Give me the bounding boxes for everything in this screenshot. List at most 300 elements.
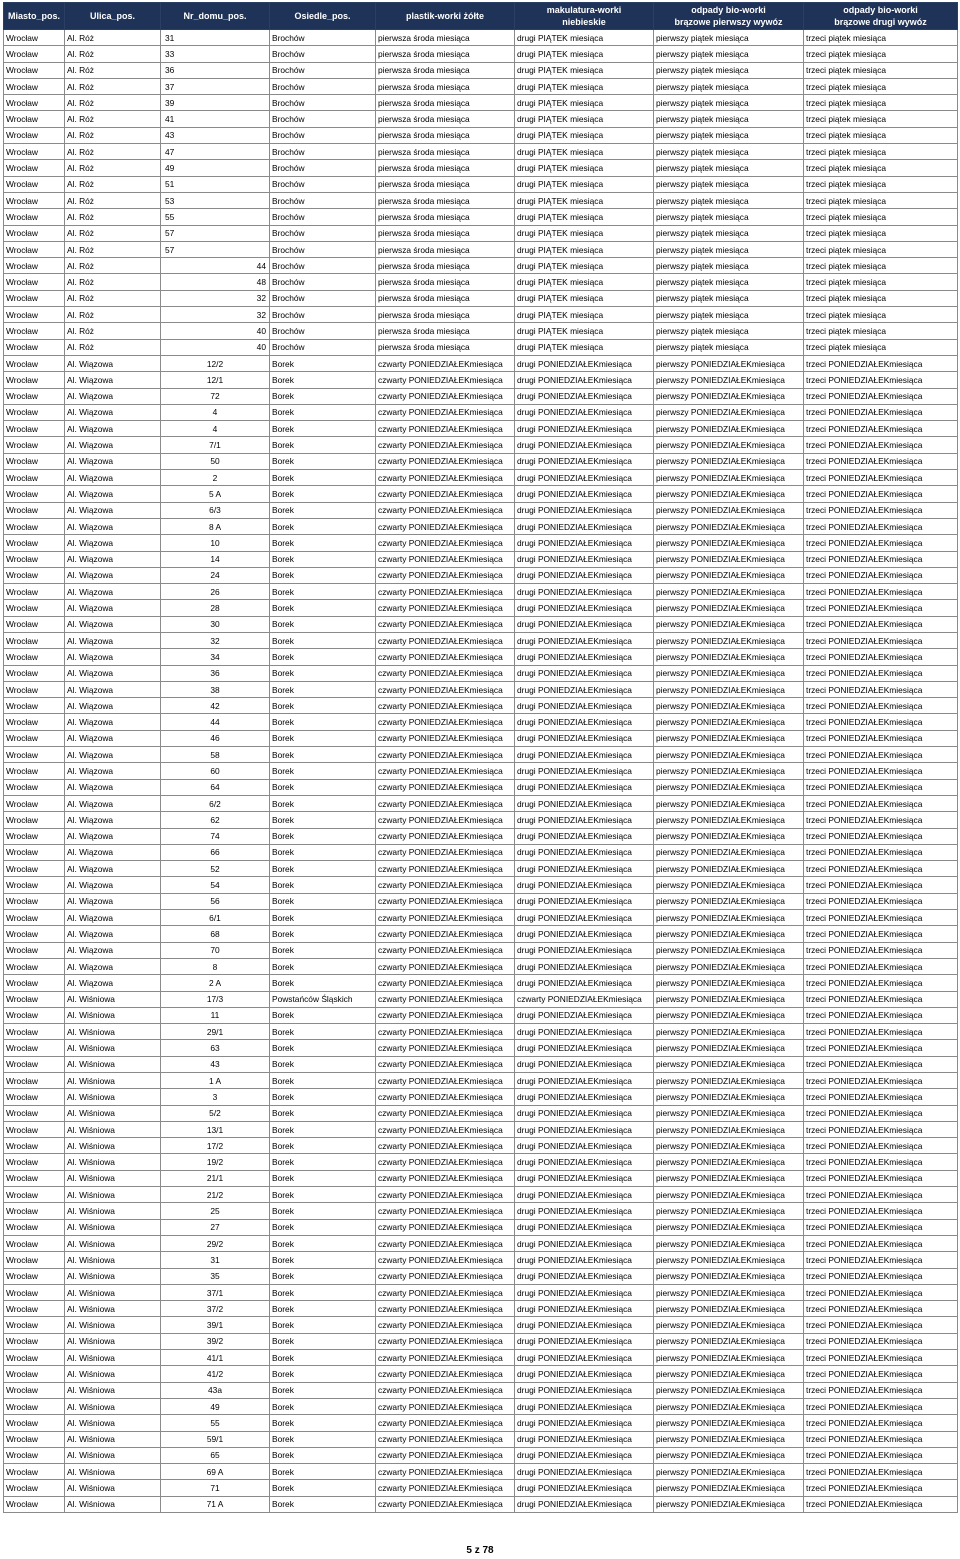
cell-nr-domu: 72	[161, 388, 270, 404]
cell-bio-second: trzeci PONIEDZIAŁEKmiesiąca	[804, 1007, 958, 1023]
table-row[interactable]	[4, 1333, 958, 1349]
cell-bio-first: pierwszy piątek miesiąca	[654, 176, 804, 192]
cell-ulica: Al. Wiązowa	[65, 795, 161, 811]
cell-bio-first: pierwszy PONIEDZIAŁEKmiesiąca	[654, 567, 804, 583]
cell-miasto: Wrocław	[4, 160, 65, 176]
cell-osiedle: Borek	[270, 730, 376, 746]
cell-miasto: Wrocław	[4, 1284, 65, 1300]
cell-nr-domu: 41	[161, 111, 270, 127]
cell-bio-first: pierwszy PONIEDZIAŁEKmiesiąca	[654, 730, 804, 746]
cell-nr-domu: 71	[161, 1480, 270, 1496]
cell-bio-second: trzeci piątek miesiąca	[804, 160, 958, 176]
cell-ulica: Al. Wiśniowa	[65, 1235, 161, 1251]
table-row[interactable]	[4, 62, 958, 78]
cell-bio-second: trzeci PONIEDZIAŁEKmiesiąca	[804, 1203, 958, 1219]
cell-nr-domu: 24	[161, 567, 270, 583]
cell-nr-domu: 58	[161, 747, 270, 763]
header-makulatura[interactable]: makulatura-worki niebieskie	[515, 3, 654, 30]
cell-nr-domu: 41/1	[161, 1350, 270, 1366]
cell-osiedle: Borek	[270, 877, 376, 893]
header-bio-second[interactable]: odpady bio-worki brązowe drugi wywóz	[804, 3, 958, 30]
cell-bio-second: trzeci piątek miesiąca	[804, 225, 958, 241]
cell-plastik: czwarty PONIEDZIAŁEKmiesiąca	[376, 1398, 515, 1414]
cell-makulatura: drugi PONIEDZIAŁEKmiesiąca	[515, 567, 654, 583]
cell-ulica: Al. Wiązowa	[65, 421, 161, 437]
cell-nr-domu: 17/3	[161, 991, 270, 1007]
table-row[interactable]	[4, 910, 958, 926]
cell-miasto: Wrocław	[4, 584, 65, 600]
cell-makulatura: drugi PONIEDZIAŁEKmiesiąca	[515, 404, 654, 420]
table-row[interactable]	[4, 421, 958, 437]
cell-nr-domu: 26	[161, 584, 270, 600]
table-row[interactable]	[4, 616, 958, 632]
table-row[interactable]	[4, 46, 958, 62]
cell-osiedle: Borek	[270, 1464, 376, 1480]
cell-plastik: pierwsza środa miesiąca	[376, 95, 515, 111]
cell-bio-first: pierwszy piątek miesiąca	[654, 192, 804, 208]
table-row[interactable]	[4, 1252, 958, 1268]
table-row[interactable]	[4, 893, 958, 909]
cell-makulatura: drugi PONIEDZIAŁEKmiesiąca	[515, 616, 654, 632]
table-row[interactable]	[4, 1154, 958, 1170]
table-row[interactable]	[4, 1350, 958, 1366]
table-row[interactable]	[4, 1268, 958, 1284]
header-nr-domu[interactable]: Nr_domu_pos.	[161, 3, 270, 30]
cell-makulatura: drugi PONIEDZIAŁEKmiesiąca	[515, 1431, 654, 1447]
cell-makulatura: drugi PONIEDZIAŁEKmiesiąca	[515, 665, 654, 681]
table-row[interactable]	[4, 1366, 958, 1382]
cell-bio-first: pierwszy PONIEDZIAŁEKmiesiąca	[654, 861, 804, 877]
cell-miasto: Wrocław	[4, 1187, 65, 1203]
table-row[interactable]	[4, 78, 958, 94]
cell-makulatura: drugi PIĄTEK miesiąca	[515, 62, 654, 78]
cell-miasto: Wrocław	[4, 632, 65, 648]
cell-bio-second: trzeci PONIEDZIAŁEKmiesiąca	[804, 779, 958, 795]
cell-ulica: Al. Róż	[65, 290, 161, 306]
table-row[interactable]	[4, 323, 958, 339]
cell-bio-second: trzeci PONIEDZIAŁEKmiesiąca	[804, 584, 958, 600]
cell-bio-first: pierwszy PONIEDZIAŁEKmiesiąca	[654, 926, 804, 942]
table-row[interactable]	[4, 551, 958, 567]
header-miasto[interactable]: Miasto_pos.	[4, 3, 65, 30]
cell-ulica: Al. Wiśniowa	[65, 1203, 161, 1219]
table-row[interactable]	[4, 1170, 958, 1186]
cell-ulica: Al. Wiązowa	[65, 844, 161, 860]
table-body	[4, 30, 958, 1513]
cell-nr-domu: 10	[161, 535, 270, 551]
table-row[interactable]	[4, 1382, 958, 1398]
table-row[interactable]	[4, 649, 958, 665]
table-row[interactable]	[4, 926, 958, 942]
cell-osiedle: Borek	[270, 844, 376, 860]
cell-ulica: Al. Wiązowa	[65, 861, 161, 877]
table-row[interactable]	[4, 241, 958, 257]
table-row[interactable]	[4, 975, 958, 991]
cell-bio-first: pierwszy PONIEDZIAŁEKmiesiąca	[654, 551, 804, 567]
cell-plastik: czwarty PONIEDZIAŁEKmiesiąca	[376, 1154, 515, 1170]
table-row[interactable]	[4, 730, 958, 746]
table-row[interactable]	[4, 30, 958, 46]
cell-miasto: Wrocław	[4, 665, 65, 681]
cell-bio-first: pierwszy PONIEDZIAŁEKmiesiąca	[654, 763, 804, 779]
cell-osiedle: Brochów	[270, 111, 376, 127]
table-row[interactable]	[4, 355, 958, 371]
cell-miasto: Wrocław	[4, 1073, 65, 1089]
cell-osiedle: Brochów	[270, 192, 376, 208]
cell-plastik: pierwsza środa miesiąca	[376, 209, 515, 225]
cell-nr-domu: 29/2	[161, 1235, 270, 1251]
cell-miasto: Wrocław	[4, 95, 65, 111]
table-row[interactable]	[4, 1284, 958, 1300]
table-row[interactable]	[4, 991, 958, 1007]
cell-makulatura: drugi PONIEDZIAŁEKmiesiąca	[515, 1317, 654, 1333]
cell-miasto: Wrocław	[4, 355, 65, 371]
cell-bio-first: pierwszy piątek miesiąca	[654, 144, 804, 160]
header-bio-first[interactable]: odpady bio-worki brązowe pierwszy wywóz	[654, 3, 804, 30]
cell-nr-domu: 57	[161, 225, 270, 241]
cell-miasto: Wrocław	[4, 1415, 65, 1431]
cell-miasto: Wrocław	[4, 111, 65, 127]
table-row[interactable]	[4, 1398, 958, 1414]
cell-miasto: Wrocław	[4, 372, 65, 388]
table-row[interactable]	[4, 290, 958, 306]
table-row[interactable]	[4, 1480, 958, 1496]
cell-bio-second: trzeci PONIEDZIAŁEKmiesiąca	[804, 388, 958, 404]
cell-bio-first: pierwszy PONIEDZIAŁEKmiesiąca	[654, 1073, 804, 1089]
cell-makulatura: drugi PIĄTEK miesiąca	[515, 339, 654, 355]
cell-ulica: Al. Wiązowa	[65, 518, 161, 534]
table-row[interactable]	[4, 714, 958, 730]
table-row[interactable]	[4, 1138, 958, 1154]
cell-ulica: Al. Wiązowa	[65, 404, 161, 420]
table-row[interactable]	[4, 1121, 958, 1137]
table-row[interactable]	[4, 1187, 958, 1203]
cell-miasto: Wrocław	[4, 1089, 65, 1105]
cell-miasto: Wrocław	[4, 975, 65, 991]
cell-ulica: Al. Wiśniowa	[65, 1268, 161, 1284]
table-row[interactable]	[4, 1447, 958, 1463]
table-row[interactable]	[4, 127, 958, 143]
table-row[interactable]	[4, 339, 958, 355]
cell-bio-first: pierwszy PONIEDZIAŁEKmiesiąca	[654, 975, 804, 991]
table-row[interactable]	[4, 665, 958, 681]
cell-bio-second: trzeci PONIEDZIAŁEKmiesiąca	[804, 518, 958, 534]
cell-osiedle: Borek	[270, 1333, 376, 1349]
cell-ulica: Al. Wiązowa	[65, 567, 161, 583]
cell-nr-domu: 54	[161, 877, 270, 893]
cell-ulica: Al. Róż	[65, 95, 161, 111]
cell-osiedle: Borek	[270, 649, 376, 665]
table-row[interactable]	[4, 1089, 958, 1105]
cell-osiedle: Borek	[270, 421, 376, 437]
table-row[interactable]	[4, 502, 958, 518]
table-row[interactable]	[4, 437, 958, 453]
cell-ulica: Al. Wiśniowa	[65, 1496, 161, 1512]
cell-plastik: pierwsza środa miesiąca	[376, 176, 515, 192]
header-ulica[interactable]: Ulica_pos.	[65, 3, 161, 30]
table-row[interactable]	[4, 1040, 958, 1056]
cell-nr-domu: 49	[161, 160, 270, 176]
cell-miasto: Wrocław	[4, 1056, 65, 1072]
table-row[interactable]	[4, 861, 958, 877]
cell-osiedle: Borek	[270, 453, 376, 469]
cell-bio-second: trzeci PONIEDZIAŁEKmiesiąca	[804, 877, 958, 893]
cell-makulatura: drugi PONIEDZIAŁEKmiesiąca	[515, 861, 654, 877]
cell-bio-first: pierwszy PONIEDZIAŁEKmiesiąca	[654, 698, 804, 714]
cell-bio-first: pierwszy PONIEDZIAŁEKmiesiąca	[654, 1105, 804, 1121]
table-row[interactable]	[4, 1317, 958, 1333]
cell-bio-first: pierwszy PONIEDZIAŁEKmiesiąca	[654, 812, 804, 828]
cell-ulica: Al. Wiązowa	[65, 584, 161, 600]
cell-plastik: czwarty PONIEDZIAŁEKmiesiąca	[376, 1170, 515, 1186]
cell-osiedle: Brochów	[270, 274, 376, 290]
cell-nr-domu: 66	[161, 844, 270, 860]
table-row[interactable]	[4, 958, 958, 974]
cell-bio-second: trzeci PONIEDZIAŁEKmiesiąca	[804, 1252, 958, 1268]
cell-plastik: czwarty PONIEDZIAŁEKmiesiąca	[376, 486, 515, 502]
table-row[interactable]	[4, 388, 958, 404]
table-row[interactable]	[4, 1105, 958, 1121]
table-row[interactable]	[4, 1301, 958, 1317]
table-row[interactable]	[4, 372, 958, 388]
cell-bio-second: trzeci PONIEDZIAŁEKmiesiąca	[804, 975, 958, 991]
cell-bio-second: trzeci PONIEDZIAŁEKmiesiąca	[804, 730, 958, 746]
cell-plastik: czwarty PONIEDZIAŁEKmiesiąca	[376, 1415, 515, 1431]
cell-plastik: pierwsza środa miesiąca	[376, 192, 515, 208]
cell-plastik: czwarty PONIEDZIAŁEKmiesiąca	[376, 910, 515, 926]
cell-miasto: Wrocław	[4, 1317, 65, 1333]
cell-miasto: Wrocław	[4, 991, 65, 1007]
table-row[interactable]	[4, 1024, 958, 1040]
cell-nr-domu: 41/2	[161, 1366, 270, 1382]
cell-miasto: Wrocław	[4, 1138, 65, 1154]
cell-miasto: Wrocław	[4, 877, 65, 893]
cell-plastik: czwarty PONIEDZIAŁEKmiesiąca	[376, 1252, 515, 1268]
table-row[interactable]	[4, 192, 958, 208]
table-row[interactable]	[4, 632, 958, 648]
table-row[interactable]	[4, 274, 958, 290]
cell-miasto: Wrocław	[4, 1382, 65, 1398]
cell-miasto: Wrocław	[4, 698, 65, 714]
table-row[interactable]	[4, 1415, 958, 1431]
cell-nr-domu: 55	[161, 1415, 270, 1431]
cell-plastik: czwarty PONIEDZIAŁEKmiesiąca	[376, 518, 515, 534]
cell-plastik: czwarty PONIEDZIAŁEKmiesiąca	[376, 355, 515, 371]
cell-bio-first: pierwszy PONIEDZIAŁEKmiesiąca	[654, 1187, 804, 1203]
table-row[interactable]	[4, 404, 958, 420]
cell-plastik: czwarty PONIEDZIAŁEKmiesiąca	[376, 1284, 515, 1300]
cell-ulica: Al. Róż	[65, 241, 161, 257]
cell-bio-second: trzeci piątek miesiąca	[804, 258, 958, 274]
cell-miasto: Wrocław	[4, 1040, 65, 1056]
table-row[interactable]	[4, 453, 958, 469]
cell-bio-second: trzeci PONIEDZIAŁEKmiesiąca	[804, 1366, 958, 1382]
table-row[interactable]	[4, 698, 958, 714]
cell-ulica: Al. Wiązowa	[65, 600, 161, 616]
cell-miasto: Wrocław	[4, 225, 65, 241]
cell-makulatura: drugi PIĄTEK miesiąca	[515, 258, 654, 274]
cell-nr-domu: 65	[161, 1447, 270, 1463]
cell-makulatura: drugi PONIEDZIAŁEKmiesiąca	[515, 1024, 654, 1040]
cell-plastik: czwarty PONIEDZIAŁEKmiesiąca	[376, 812, 515, 828]
cell-osiedle: Borek	[270, 535, 376, 551]
table-row[interactable]	[4, 681, 958, 697]
cell-osiedle: Borek	[270, 1105, 376, 1121]
cell-ulica: Al. Róż	[65, 225, 161, 241]
cell-bio-first: pierwszy PONIEDZIAŁEKmiesiąca	[654, 1350, 804, 1366]
cell-ulica: Al. Wiązowa	[65, 893, 161, 909]
cell-ulica: Al. Wiśniowa	[65, 1007, 161, 1023]
table-row[interactable]	[4, 111, 958, 127]
cell-nr-domu: 32	[161, 307, 270, 323]
table-row[interactable]	[4, 1219, 958, 1235]
cell-miasto: Wrocław	[4, 649, 65, 665]
table-row[interactable]	[4, 877, 958, 893]
cell-miasto: Wrocław	[4, 730, 65, 746]
table-row[interactable]	[4, 95, 958, 111]
cell-bio-first: pierwszy PONIEDZIAŁEKmiesiąca	[654, 1219, 804, 1235]
cell-miasto: Wrocław	[4, 551, 65, 567]
cell-miasto: Wrocław	[4, 1447, 65, 1463]
cell-makulatura: drugi PONIEDZIAŁEKmiesiąca	[515, 1284, 654, 1300]
table-row[interactable]	[4, 795, 958, 811]
table-row[interactable]	[4, 307, 958, 323]
table-row[interactable]	[4, 1073, 958, 1089]
cell-bio-second: trzeci piątek miesiąca	[804, 30, 958, 46]
cell-makulatura: drugi PONIEDZIAŁEKmiesiąca	[515, 1496, 654, 1512]
cell-ulica: Al. Wiązowa	[65, 502, 161, 518]
cell-makulatura: drugi PIĄTEK miesiąca	[515, 274, 654, 290]
table-row[interactable]	[4, 470, 958, 486]
cell-makulatura: drugi PONIEDZIAŁEKmiesiąca	[515, 1464, 654, 1480]
cell-bio-first: pierwszy PONIEDZIAŁEKmiesiąca	[654, 877, 804, 893]
cell-osiedle: Brochów	[270, 323, 376, 339]
cell-osiedle: Brochów	[270, 290, 376, 306]
cell-plastik: czwarty PONIEDZIAŁEKmiesiąca	[376, 1333, 515, 1349]
table-row[interactable]	[4, 209, 958, 225]
cell-makulatura: drugi PONIEDZIAŁEKmiesiąca	[515, 975, 654, 991]
cell-plastik: czwarty PONIEDZIAŁEKmiesiąca	[376, 453, 515, 469]
cell-nr-domu: 36	[161, 62, 270, 78]
cell-bio-first: pierwszy PONIEDZIAŁEKmiesiąca	[654, 910, 804, 926]
cell-nr-domu: 5/2	[161, 1105, 270, 1121]
cell-bio-first: pierwszy piątek miesiąca	[654, 307, 804, 323]
cell-nr-domu: 37	[161, 78, 270, 94]
table-row[interactable]	[4, 258, 958, 274]
cell-makulatura: drugi PONIEDZIAŁEKmiesiąca	[515, 1219, 654, 1235]
cell-miasto: Wrocław	[4, 1333, 65, 1349]
cell-ulica: Al. Wiśniowa	[65, 1464, 161, 1480]
cell-ulica: Al. Wiśniowa	[65, 1187, 161, 1203]
cell-miasto: Wrocław	[4, 795, 65, 811]
cell-bio-second: trzeci PONIEDZIAŁEKmiesiąca	[804, 681, 958, 697]
cell-osiedle: Borek	[270, 1398, 376, 1414]
cell-miasto: Wrocław	[4, 1105, 65, 1121]
cell-ulica: Al. Wiśniowa	[65, 1366, 161, 1382]
table-row[interactable]	[4, 567, 958, 583]
cell-bio-first: pierwszy PONIEDZIAŁEKmiesiąca	[654, 453, 804, 469]
cell-ulica: Al. Wiązowa	[65, 470, 161, 486]
table-row[interactable]	[4, 1464, 958, 1480]
cell-osiedle: Borek	[270, 1073, 376, 1089]
cell-nr-domu: 68	[161, 926, 270, 942]
table-row[interactable]	[4, 942, 958, 958]
header-plastik[interactable]: plastik-worki żółte	[376, 3, 515, 30]
cell-ulica: Al. Wiśniowa	[65, 1138, 161, 1154]
cell-osiedle: Brochów	[270, 62, 376, 78]
table-row[interactable]	[4, 518, 958, 534]
table-row[interactable]	[4, 584, 958, 600]
cell-ulica: Al. Wiśniowa	[65, 1219, 161, 1235]
cell-osiedle: Brochów	[270, 307, 376, 323]
cell-nr-domu: 50	[161, 453, 270, 469]
cell-nr-domu: 62	[161, 812, 270, 828]
table-row[interactable]	[4, 160, 958, 176]
cell-plastik: czwarty PONIEDZIAŁEKmiesiąca	[376, 649, 515, 665]
cell-miasto: Wrocław	[4, 763, 65, 779]
cell-makulatura: drugi PONIEDZIAŁEKmiesiąca	[515, 453, 654, 469]
table-row[interactable]	[4, 1056, 958, 1072]
table-row[interactable]	[4, 1235, 958, 1251]
cell-plastik: pierwsza środa miesiąca	[376, 339, 515, 355]
cell-plastik: czwarty PONIEDZIAŁEKmiesiąca	[376, 779, 515, 795]
cell-makulatura: drugi PONIEDZIAŁEKmiesiąca	[515, 958, 654, 974]
table-row[interactable]	[4, 225, 958, 241]
table-row[interactable]	[4, 144, 958, 160]
cell-bio-first: pierwszy PONIEDZIAŁEKmiesiąca	[654, 779, 804, 795]
table-row[interactable]	[4, 1203, 958, 1219]
table-row[interactable]	[4, 763, 958, 779]
table-row[interactable]	[4, 535, 958, 551]
table-row[interactable]	[4, 844, 958, 860]
cell-makulatura: drugi PONIEDZIAŁEKmiesiąca	[515, 1040, 654, 1056]
cell-nr-domu: 3	[161, 1089, 270, 1105]
cell-nr-domu: 13/1	[161, 1121, 270, 1137]
cell-miasto: Wrocław	[4, 62, 65, 78]
table-row[interactable]	[4, 486, 958, 502]
cell-miasto: Wrocław	[4, 470, 65, 486]
cell-miasto: Wrocław	[4, 1235, 65, 1251]
cell-plastik: czwarty PONIEDZIAŁEKmiesiąca	[376, 1105, 515, 1121]
cell-bio-second: trzeci PONIEDZIAŁEKmiesiąca	[804, 1447, 958, 1463]
cell-ulica: Al. Wiśniowa	[65, 1333, 161, 1349]
table-row[interactable]	[4, 828, 958, 844]
cell-plastik: czwarty PONIEDZIAŁEKmiesiąca	[376, 437, 515, 453]
cell-osiedle: Borek	[270, 1235, 376, 1251]
table-row[interactable]	[4, 176, 958, 192]
cell-miasto: Wrocław	[4, 437, 65, 453]
table-row[interactable]	[4, 812, 958, 828]
cell-makulatura: drugi PONIEDZIAŁEKmiesiąca	[515, 910, 654, 926]
cell-bio-first: pierwszy PONIEDZIAŁEKmiesiąca	[654, 518, 804, 534]
header-osiedle[interactable]: Osiedle_pos.	[270, 3, 376, 30]
cell-bio-first: pierwszy PONIEDZIAŁEKmiesiąca	[654, 844, 804, 860]
cell-bio-first: pierwszy piątek miesiąca	[654, 274, 804, 290]
cell-osiedle: Borek	[270, 681, 376, 697]
cell-bio-second: trzeci PONIEDZIAŁEKmiesiąca	[804, 1382, 958, 1398]
table-row[interactable]	[4, 1007, 958, 1023]
cell-plastik: czwarty PONIEDZIAŁEKmiesiąca	[376, 1121, 515, 1137]
table-row[interactable]	[4, 1496, 958, 1512]
cell-bio-second: trzeci PONIEDZIAŁEKmiesiąca	[804, 1415, 958, 1431]
cell-ulica: Al. Wiązowa	[65, 649, 161, 665]
table-row[interactable]	[4, 1431, 958, 1447]
table-row[interactable]	[4, 600, 958, 616]
table-row[interactable]	[4, 779, 958, 795]
table-row[interactable]	[4, 747, 958, 763]
cell-bio-second: trzeci PONIEDZIAŁEKmiesiąca	[804, 1089, 958, 1105]
cell-bio-second: trzeci PONIEDZIAŁEKmiesiąca	[804, 372, 958, 388]
